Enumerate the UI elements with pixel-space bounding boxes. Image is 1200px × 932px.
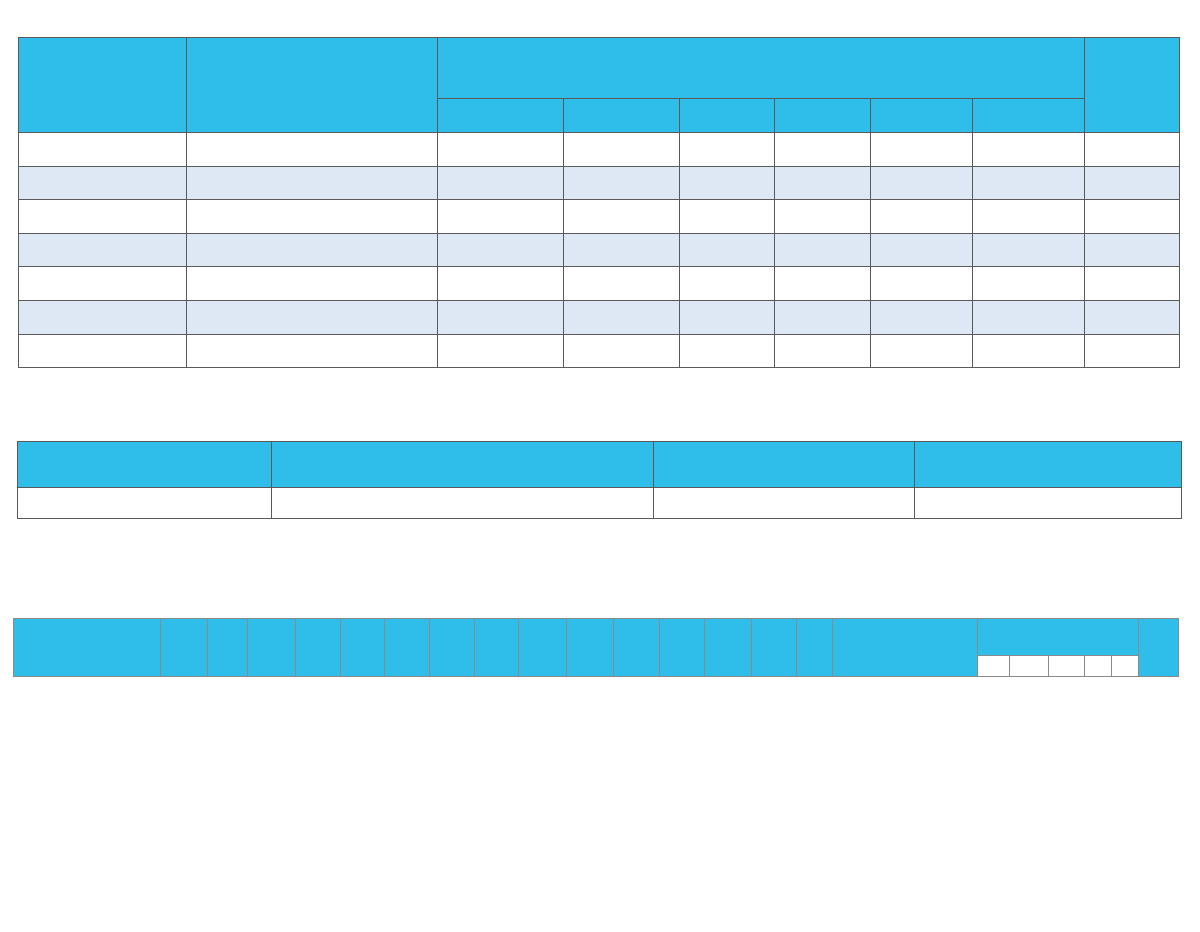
cell-t: [870, 200, 972, 234]
applicable-blade-table: [13, 618, 1179, 677]
table-row: [19, 200, 1180, 234]
grade-header: [613, 619, 659, 677]
size-col-header: [1009, 656, 1049, 677]
cell-a: [972, 233, 1084, 267]
cell-a: [972, 200, 1084, 234]
cell-price: [1084, 200, 1179, 234]
grade-header: [430, 619, 475, 677]
cell-d: [564, 300, 680, 334]
header-size-W: [774, 99, 870, 133]
parts-value-blade: [272, 488, 654, 519]
parts-value-screw: [654, 488, 915, 519]
grade-header: [208, 619, 248, 677]
header-row: [14, 619, 1179, 656]
header-size-T: [870, 99, 972, 133]
parts-table: [17, 441, 1182, 519]
cell-model: [187, 300, 438, 334]
parts-header-wrench: [915, 442, 1182, 488]
cell-h: [680, 300, 774, 334]
brand-header: [1139, 619, 1179, 677]
cell-a: [972, 267, 1084, 301]
cell-h: [680, 267, 774, 301]
header-order-no: [19, 38, 187, 133]
parts-header-model: [18, 442, 272, 488]
cell-h: [680, 334, 774, 368]
size-col-header: [1049, 656, 1085, 677]
size-col-header: [978, 656, 1010, 677]
cell-model: [187, 166, 438, 200]
grade-header: [475, 619, 519, 677]
header-size: [438, 38, 1085, 99]
cell-model: [187, 267, 438, 301]
cell-w: [774, 200, 870, 234]
cell-t: [870, 166, 972, 200]
table-row: [19, 233, 1180, 267]
cell-price: [1084, 233, 1179, 267]
table-row: [19, 300, 1180, 334]
cell-a: [972, 166, 1084, 200]
grade-header: [705, 619, 752, 677]
cell-w: [774, 300, 870, 334]
cell-d: [438, 300, 564, 334]
parts-header-blade: [272, 442, 654, 488]
cell-w: [774, 133, 870, 167]
cell-t: [870, 233, 972, 267]
cell-t: [870, 300, 972, 334]
grade-header: [296, 619, 341, 677]
cell-order: [19, 166, 187, 200]
cell-d: [564, 334, 680, 368]
header-size-a: [972, 99, 1084, 133]
cell-h: [680, 166, 774, 200]
cell-d: [564, 267, 680, 301]
parts-value-model: [18, 488, 272, 519]
grade-header: [160, 619, 208, 677]
grade-header: [248, 619, 296, 677]
cell-h: [680, 200, 774, 234]
table-row: [19, 334, 1180, 368]
cell-d: [564, 133, 680, 167]
cell-order: [19, 300, 187, 334]
size-header: [978, 619, 1139, 656]
cell-d: [438, 233, 564, 267]
cell-a: [972, 334, 1084, 368]
cell-w: [774, 166, 870, 200]
cell-price: [1084, 133, 1179, 167]
grade-header: [659, 619, 705, 677]
grade-header: [752, 619, 797, 677]
cell-d: [438, 133, 564, 167]
cell-price: [1084, 267, 1179, 301]
cell-price: [1084, 300, 1179, 334]
cell-w: [774, 334, 870, 368]
parts-value-wrench: [915, 488, 1182, 519]
cell-a: [972, 300, 1084, 334]
cell-a: [972, 133, 1084, 167]
main-table-body: [19, 133, 1180, 368]
cell-order: [19, 334, 187, 368]
cell-w: [774, 233, 870, 267]
header-size-H: [680, 99, 774, 133]
main-product-table: [18, 37, 1180, 368]
cell-d: [564, 233, 680, 267]
cell-price: [1084, 166, 1179, 200]
grade-header: [796, 619, 832, 677]
grade-header: [340, 619, 384, 677]
size-col-header: [1085, 656, 1111, 677]
cell-model: [187, 233, 438, 267]
cell-t: [870, 334, 972, 368]
header-size-d: [564, 99, 680, 133]
cell-d: [438, 267, 564, 301]
cell-d: [438, 334, 564, 368]
grade-header: [384, 619, 430, 677]
parts-header-screw: [654, 442, 915, 488]
cell-model: [187, 334, 438, 368]
cell-order: [19, 133, 187, 167]
cell-d: [438, 200, 564, 234]
cell-model: [187, 200, 438, 234]
header-model: [14, 619, 161, 677]
cell-t: [870, 133, 972, 167]
cell-h: [680, 233, 774, 267]
cell-d: [564, 166, 680, 200]
cell-order: [19, 233, 187, 267]
size-col-header: [1111, 656, 1139, 677]
header-model: [187, 38, 438, 133]
cell-h: [680, 133, 774, 167]
cell-t: [870, 267, 972, 301]
cell-order: [19, 267, 187, 301]
cell-price: [1084, 334, 1179, 368]
cell-w: [774, 267, 870, 301]
blade-shape-header: [832, 619, 978, 677]
grade-header: [566, 619, 613, 677]
cell-d: [438, 166, 564, 200]
table-row: [19, 267, 1180, 301]
cell-d: [564, 200, 680, 234]
table-row: [19, 133, 1180, 167]
header-price: [1084, 38, 1179, 133]
header-size-D: [438, 99, 564, 133]
table-row: [19, 166, 1180, 200]
cell-model: [187, 133, 438, 167]
grade-header: [519, 619, 567, 677]
cell-order: [19, 200, 187, 234]
